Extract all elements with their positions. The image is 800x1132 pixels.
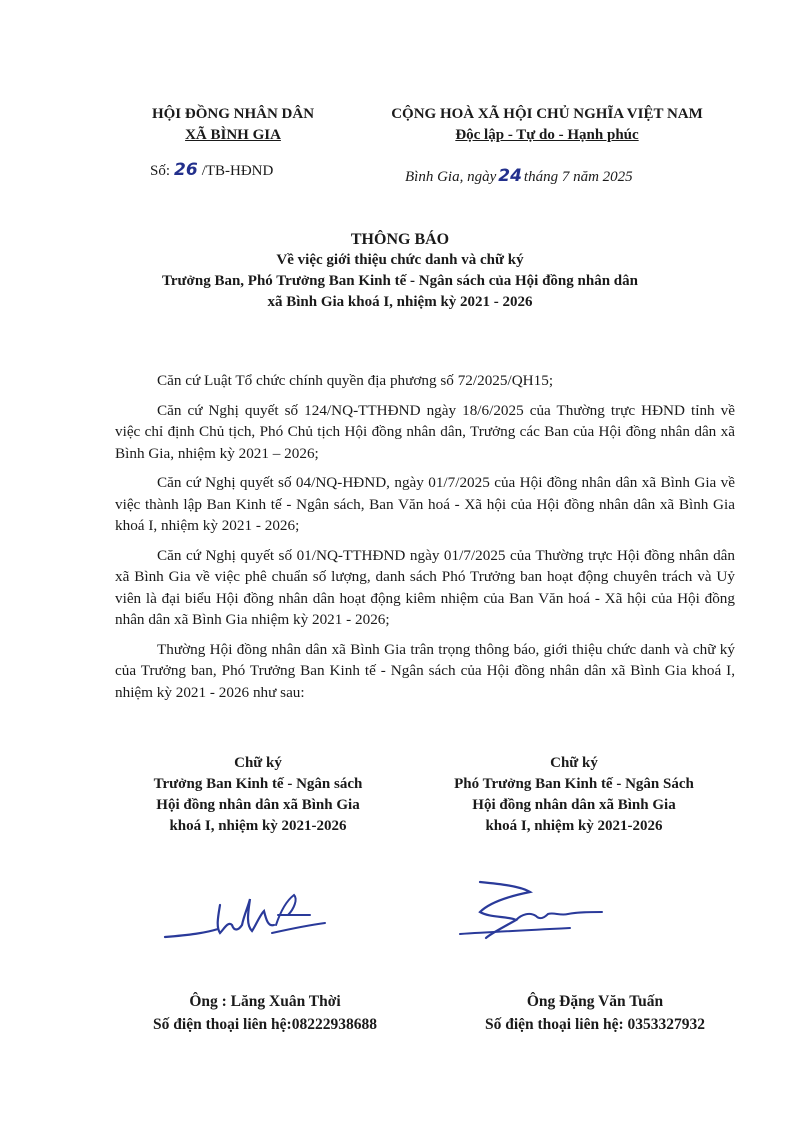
issuer-block [118, 104, 348, 146]
signer-name-right: Ông Đặng Văn Tuấn [526, 993, 664, 1010]
signer-name-left: Ông : Lăng Xuân Thời [189, 993, 341, 1010]
sig-right-label: Chữ ký [550, 755, 598, 771]
paragraph-announcement: Thường Hội đồng nhân dân xã Bình Gia trân trọng thông báo, giới thiệu chức danh và chữ ký của Trưởng ban, Phó Trưởng Ban Kinh tế - Ngân sách của Hội đồng nhân dân xã Bình Gia khoá I, nhiệm kỳ 2021 - 2026 như sau: [115, 640, 735, 701]
motto [352, 125, 742, 146]
signature-left-stroke-1 [165, 899, 274, 937]
sig-right-term: khoá I, nhiệm kỳ 2021-2026 [485, 818, 663, 834]
date-suffix: tháng 7 năm 2025 [523, 169, 633, 185]
title-subject-line-3: xã Bình Gia khoá I, nhiệm kỳ 2021 - 2026 [267, 294, 533, 310]
signer-phone-left: Số điện thoại liên hệ:08222938688 [153, 1016, 377, 1033]
document-number-prefix: Số: [150, 163, 171, 179]
signature-right-stroke-2 [460, 912, 602, 934]
national-motto-block [352, 104, 742, 146]
country-name: CỘNG HOÀ XÃ HỘI CHỦ NGHĨA VIỆT NAM [391, 106, 703, 122]
signature-left-stroke-2 [272, 895, 325, 933]
document-title-block [80, 230, 720, 313]
paragraph-legal-basis-4: Căn cứ Nghị quyết số 01/NQ-TTHĐND ngày 01/7/2025 của Thường trực Hội đồng nhân dân xã Bình Gia về việc phê chuẩn số lượng, danh sách Phó Trưởng ban hoạt động chuyên trách và Uỷ viên là đại biểu Hội đồng nhân dân hoạt động kiêm nhiệm của Ban Văn hoá - Xã hội của Hội đồng nhân dân xã Bình Gia nhiệm kỳ 2021 - 2026; [115, 546, 735, 628]
signature-caption-right [424, 753, 724, 837]
sig-left-term: khoá I, nhiệm kỳ 2021-2026 [169, 818, 347, 834]
motto-text: Độc lập - Tự do - Hạnh phúc [455, 127, 639, 143]
document-body [115, 370, 735, 711]
document-date [405, 166, 633, 186]
sig-right-council: Hội đồng nhân dân xã Bình Gia [472, 797, 676, 813]
sig-left-position: Trưởng Ban Kinh tế - Ngân sách [153, 776, 363, 792]
title-subject-line-1: Về việc giới thiệu chức danh và chữ ký [276, 252, 524, 268]
signer-info-left [100, 990, 430, 1036]
issuer-locality [118, 125, 348, 146]
title-subject-line-2: Trưởng Ban, Phó Trưởng Ban Kinh tế - Ngân sách của Hội đồng nhân dân [162, 273, 638, 289]
signer-info-right [430, 990, 760, 1036]
document-number-value: 26 [174, 160, 198, 180]
sig-left-label: Chữ ký [234, 755, 282, 771]
issuer-name: HỘI ĐỒNG NHÂN DÂN [151, 106, 315, 122]
paragraph-legal-basis-1: Căn cứ Luật Tổ chức chính quyền địa phương số 72/2025/QH15; [157, 372, 554, 389]
signer-phone-right: Số điện thoại liên hệ: 0353327932 [484, 1016, 706, 1033]
sig-left-council: Hội đồng nhân dân xã Bình Gia [156, 797, 360, 813]
date-prefix: Bình Gia, ngày [405, 169, 497, 185]
paragraph-legal-basis-3: Căn cứ Nghị quyết số 04/NQ-HĐND, ngày 01/7/2025 của Hội đồng nhân dân xã Bình Gia về việc thành lập Ban Kinh tế - Ngân sách, Ban Văn hoá - Xã hội của Hội đồng nhân dân xã Bình Gia khoá I, nhiệm kỳ 2021 - 2026; [115, 474, 735, 534]
signature-caption-left [108, 753, 408, 837]
issuer-locality-text: XÃ BÌNH GIA [185, 127, 281, 143]
document-number-suffix: /TB-HĐND [201, 163, 274, 179]
document-number [150, 160, 273, 180]
handwritten-signature-left [160, 885, 330, 955]
paragraph-legal-basis-2: Căn cứ Nghị quyết số 124/NQ-TTHĐND ngày 18/6/2025 của Thường trực HĐND tỉnh về việc chỉ định Chủ tịch, Phó Chủ tịch Hội đồng nhân dân, Trưởng các Ban của Hội đồng nhân dân xã Bình Gia, nhiệm kỳ 2021 – 2026; [115, 401, 735, 462]
sig-right-position: Phó Trưởng Ban Kinh tế - Ngân Sách [454, 776, 694, 792]
document-title: THÔNG BÁO [350, 231, 450, 248]
handwritten-signature-right [450, 872, 610, 957]
date-day: 24 [498, 166, 522, 186]
